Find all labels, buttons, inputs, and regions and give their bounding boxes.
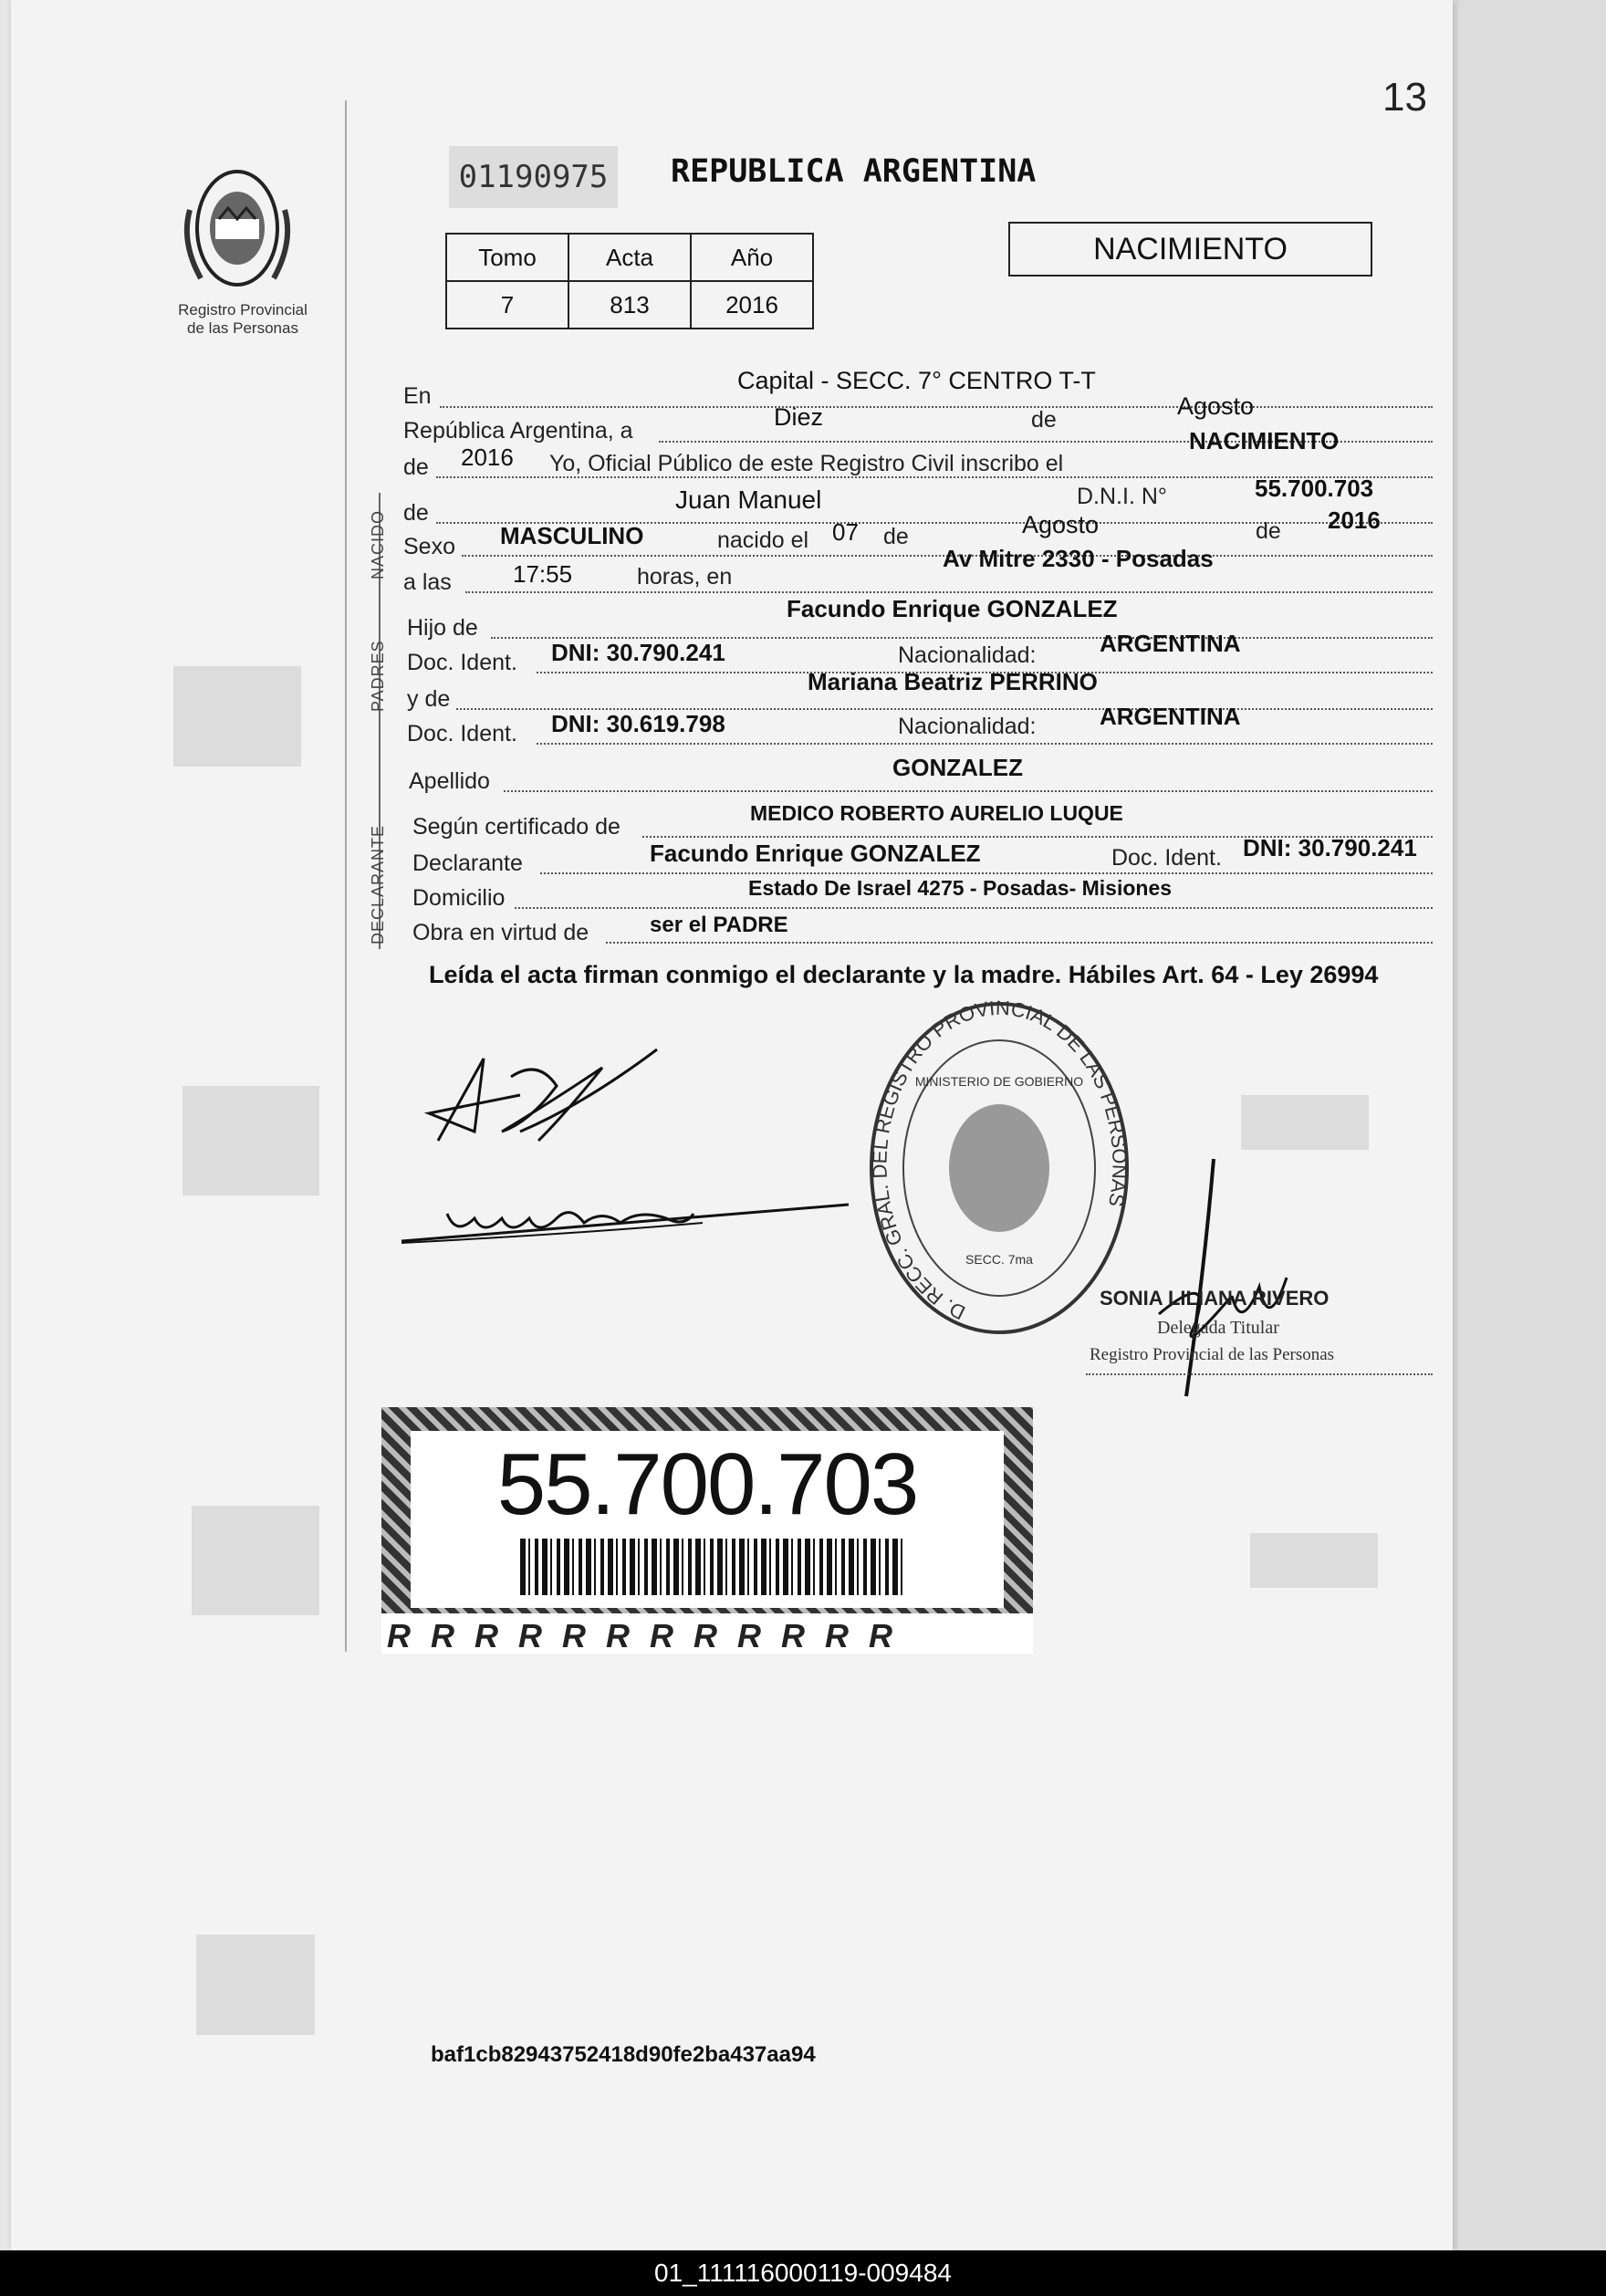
time-value: 17:55 — [513, 560, 573, 588]
dotted-line — [515, 907, 1433, 909]
doc2-value: DNI: 30.619.798 — [551, 710, 725, 737]
pattern-letter: R — [825, 1617, 869, 1654]
de2-label: de — [403, 454, 429, 480]
bleed-mark — [196, 1935, 315, 2035]
declarant-signature — [420, 1040, 675, 1168]
horas-label: horas, en — [637, 564, 733, 590]
declarante-label: Declarante — [412, 851, 523, 876]
logo-caption: Registro Provincial de las Personas — [178, 301, 308, 337]
oficial-label: Yo, Oficial Público de este Registro Civil inscribo el — [549, 451, 1064, 476]
page-number: 13 — [1382, 75, 1427, 120]
declarante-value: Facundo Enrique GONZALEZ — [650, 840, 981, 867]
pattern-letter: R — [737, 1617, 781, 1654]
bleed-mark — [1250, 1533, 1378, 1588]
de5-label: de — [1256, 518, 1281, 544]
apellido-value: GONZALEZ — [892, 754, 1023, 781]
sexo-value: MASCULINO — [500, 522, 644, 549]
stamp-bottom-text: SECC. 7ma — [965, 1252, 1033, 1267]
dotted-line — [606, 942, 1433, 944]
de3-label: de — [403, 500, 429, 526]
doc3-value: DNI: 30.790.241 — [1243, 834, 1417, 861]
birth-month: Agosto — [1022, 511, 1100, 538]
dotted-line — [465, 591, 1433, 593]
act-type-box: NACIMIENTO — [1008, 222, 1372, 277]
alas-label: a las — [403, 569, 452, 595]
nac2-value: ARGENTINA — [1100, 703, 1241, 730]
yde-label: y de — [407, 686, 451, 712]
pattern-letter: R — [387, 1617, 431, 1654]
record-table — [445, 233, 814, 329]
dotted-line — [540, 872, 1433, 874]
en-label: En — [403, 383, 432, 409]
registry-logo — [173, 155, 301, 301]
table-header-acta: Acta — [568, 234, 691, 281]
domicilio-label: Domicilio — [412, 885, 506, 911]
father-value: Facundo Enrique GONZALEZ — [787, 595, 1118, 622]
de4-label: de — [883, 524, 909, 549]
pattern-letter: R — [518, 1617, 562, 1654]
inscribo-value: NACIMIENTO — [1189, 427, 1340, 454]
en-value: Capital - SECC. 7° CENTRO T-T — [737, 367, 1096, 394]
pattern-letter: R — [781, 1617, 825, 1654]
table-header-tomo: Tomo — [446, 234, 568, 281]
name-value: Juan Manuel — [675, 485, 822, 514]
side-label-declarante: DECLARANTE — [369, 824, 387, 944]
pattern-letter: R — [431, 1617, 474, 1654]
side-label-nacido: NACIDO — [369, 509, 387, 579]
mother-signature — [392, 1186, 849, 1259]
pattern-letter: R — [606, 1617, 650, 1654]
bleed-mark — [182, 1086, 319, 1195]
official-title: Delegada Titular — [1157, 1318, 1279, 1338]
barcode-label — [381, 1407, 1033, 1654]
margin-rule — [345, 100, 347, 1652]
birth-year: 2016 — [1328, 506, 1381, 534]
doc1-value: DNI: 30.790.241 — [551, 639, 725, 666]
pattern-letter: R — [474, 1617, 518, 1654]
apellido-label: Apellido — [409, 768, 490, 794]
hijo-label: Hijo de — [407, 615, 478, 641]
dotted-line — [504, 790, 1433, 792]
official-name: SONIA LILIANA RIVERO — [1100, 1287, 1330, 1310]
closing-text: Leída el acta firman conmigo el declarante y la madre. Hábiles Art. 64 - Ley 26994 — [429, 961, 1379, 988]
de-label: de — [1031, 407, 1057, 433]
stamp-inner-text: MINISTERIO DE GOBIERNO — [914, 1074, 1084, 1089]
stamp-ring-text: D. RECC. GRAL. DEL REGISTRO PROVINCIAL DE LAS PERSONAS — [868, 996, 1132, 1325]
nacido-label: nacido el — [717, 527, 809, 553]
nac1-value: ARGENTINA — [1100, 630, 1241, 657]
mother-value: Mariana Beatriz PERRINO — [808, 668, 1098, 695]
obra-label: Obra en virtud de — [412, 920, 589, 945]
document-hash: baf1cb82943752418d90fe2ba437aa94 — [431, 2042, 816, 2067]
domicilio-value: Estado De Israel 4275 - Posadas- Misiones — [748, 876, 1173, 900]
segun-label: Según certificado de — [412, 814, 620, 840]
month-value: Agosto — [1177, 392, 1255, 420]
pattern-letters — [387, 1617, 912, 1654]
doc1-label: Doc. Ident. — [407, 650, 517, 675]
footer-id-bar: 01_111116000119-009484 — [0, 2250, 1606, 2296]
day-value: Diez — [774, 403, 824, 431]
pattern-letter: R — [562, 1617, 606, 1654]
barcode-bars — [520, 1539, 903, 1595]
sexo-label: Sexo — [403, 534, 455, 559]
obra-value: ser el PADRE — [650, 913, 788, 937]
segun-value: MEDICO ROBERTO AURELIO LUQUE — [750, 801, 1123, 825]
barcode-number: 55.700.703 — [496, 1435, 918, 1533]
pattern-letter: R — [650, 1617, 694, 1654]
birth-day: 07 — [832, 518, 859, 546]
side-label-padres: PADRES — [369, 640, 387, 712]
dotted-line — [537, 743, 1433, 745]
official-office: Registro Provincial de las Personas — [1090, 1345, 1335, 1364]
year-value: 2016 — [461, 444, 514, 471]
dni-value: 55.700.703 — [1255, 475, 1374, 502]
doc3-label: Doc. Ident. — [1111, 845, 1222, 871]
pattern-letter: R — [869, 1617, 912, 1654]
table-cell-ano: 2016 — [691, 281, 813, 329]
dotted-line — [440, 406, 1433, 408]
country-title: REPUBLICA ARGENTINA — [671, 153, 1037, 190]
pattern-letter: R — [694, 1617, 737, 1654]
barcode-inner — [411, 1431, 1004, 1608]
place-value: Av Mitre 2330 - Posadas — [943, 545, 1214, 572]
bleed-mark — [192, 1506, 319, 1615]
table-cell-acta: 813 — [568, 281, 691, 329]
serial-stamp: 01190975 — [449, 146, 618, 208]
nac2-label: Nacionalidad: — [898, 714, 1037, 739]
table-header-ano: Año — [691, 234, 813, 281]
signature-line — [1086, 1373, 1433, 1375]
bleed-mark — [1241, 1095, 1369, 1150]
nac1-label: Nacionalidad: — [898, 642, 1037, 668]
table-cell-tomo: 7 — [446, 281, 568, 329]
barcode-pattern-strip — [381, 1613, 1033, 1654]
right-margin-strip — [1455, 0, 1606, 2250]
doc2-label: Doc. Ident. — [407, 721, 517, 746]
dni-label: D.N.I. N° — [1077, 484, 1167, 509]
republica-label: República Argentina, a — [403, 418, 633, 444]
coat-of-arms-icon — [173, 155, 301, 301]
registrar-signature — [1077, 1150, 1314, 1405]
bleed-mark — [173, 666, 301, 767]
